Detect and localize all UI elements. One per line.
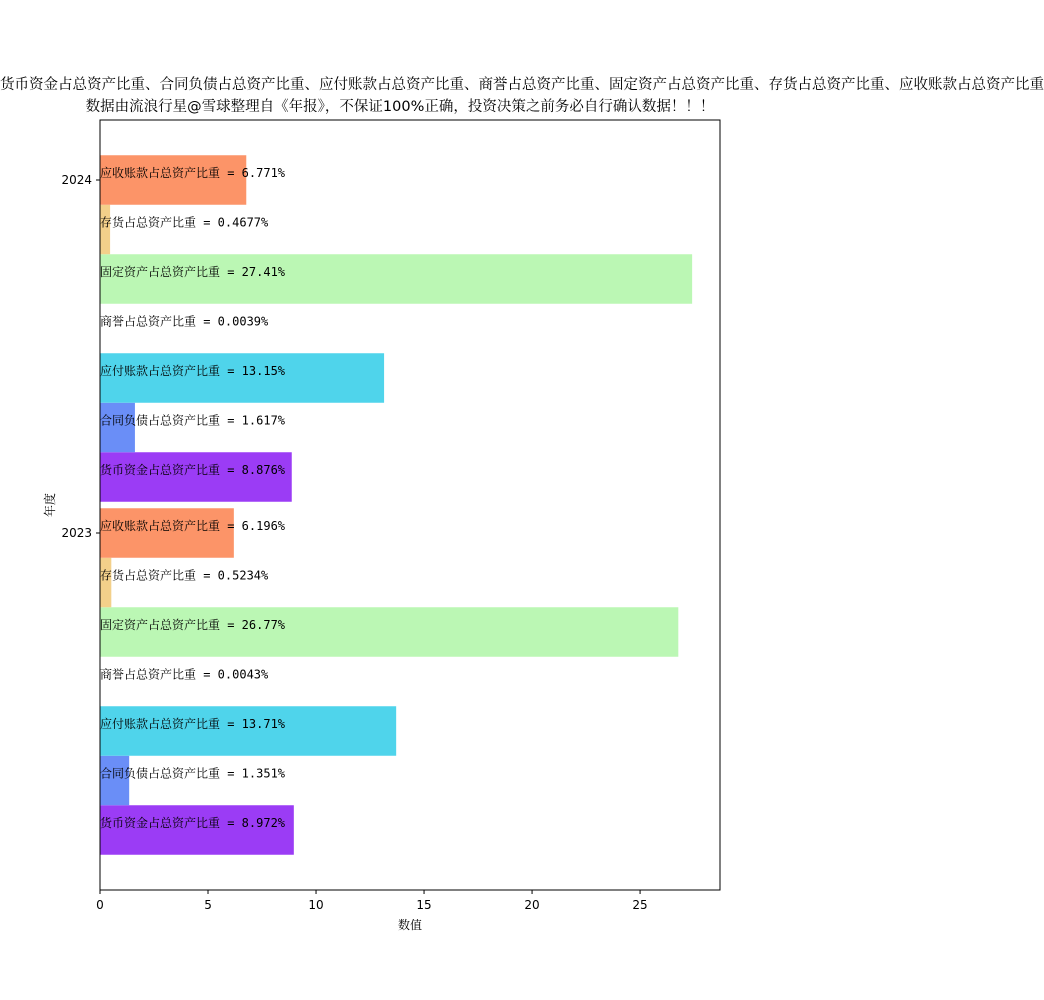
bar-2023-0 (100, 805, 294, 855)
bar-label-2023-5: 存货占总资产比重 = 0.5234% (100, 568, 269, 583)
bars-group (100, 155, 692, 855)
x-axis-ticks (96, 890, 648, 912)
bar-label-2023-4: 固定资产占总资产比重 = 26.77% (100, 618, 286, 632)
bar-label-2024-4: 固定资产占总资产比重 = 27.41% (100, 265, 286, 279)
x-axis-label: 数值 (397, 918, 423, 932)
y-axis-ticks (61, 173, 100, 540)
chart-title-line-2: 数据由流浪行星@雪球整理自《年报》，不保证100%正确，投资决策之前务必自行确认数据！！！ (85, 99, 715, 115)
bar-label-2024-0: 货币资金占总资产比重 = 8.876% (100, 463, 286, 477)
x-tick-label-5: 5 (204, 898, 212, 912)
x-tick-label-0: 0 (96, 898, 104, 912)
bar-label-2024-3: 商誉占总资产比重 = 0.0039% (100, 314, 269, 329)
bar-label-2024-6: 应收账款占总资产比重 = 6.771% (100, 166, 286, 180)
bar-label-2024-5: 存货占总资产比重 = 0.4677% (100, 215, 269, 230)
x-tick-label-15: 15 (416, 898, 432, 912)
bar-2023-2 (100, 706, 396, 756)
x-tick-label-20: 20 (524, 898, 540, 912)
bar-label-2024-2: 应付账款占总资产比重 = 13.15% (100, 364, 286, 378)
x-tick-label-10: 10 (308, 898, 324, 912)
bar-label-2023-3: 商誉占总资产比重 = 0.0043% (100, 667, 269, 682)
bar-2023-5 (100, 558, 111, 608)
x-tick-label-25: 25 (632, 898, 648, 912)
bar-2023-1 (100, 756, 129, 806)
bar-2024-0 (100, 452, 292, 502)
bar-label-2023-2: 应付账款占总资产比重 = 13.71% (100, 717, 286, 731)
bar-2023-6 (100, 508, 234, 558)
bar-label-2023-1: 合同负债占总资产比重 = 1.351% (100, 766, 286, 781)
bar-2024-2 (100, 353, 384, 403)
y-tick-label-2024: 2024 (61, 173, 92, 187)
y-axis-label: 年度 (43, 492, 57, 518)
bar-2024-1 (100, 403, 135, 453)
chart-title-line-1: 货币资金占总资产比重、合同负债占总资产比重、应付账款占总资产比重、商誉占总资产比重、固定资产占总资产比重、存货占总资产比重、应收账款占总资产比重 (0, 77, 1044, 93)
bar-label-2023-0: 货币资金占总资产比重 = 8.972% (100, 816, 286, 830)
bar-label-2023-6: 应收账款占总资产比重 = 6.196% (100, 519, 286, 533)
bar-2024-5 (100, 205, 110, 255)
bar-2024-4 (100, 254, 692, 304)
bar-label-2024-1: 合同负债占总资产比重 = 1.617% (100, 413, 286, 428)
y-tick-label-2023: 2023 (61, 526, 92, 540)
bar-2024-6 (100, 155, 246, 205)
bar-2023-4 (100, 607, 678, 657)
